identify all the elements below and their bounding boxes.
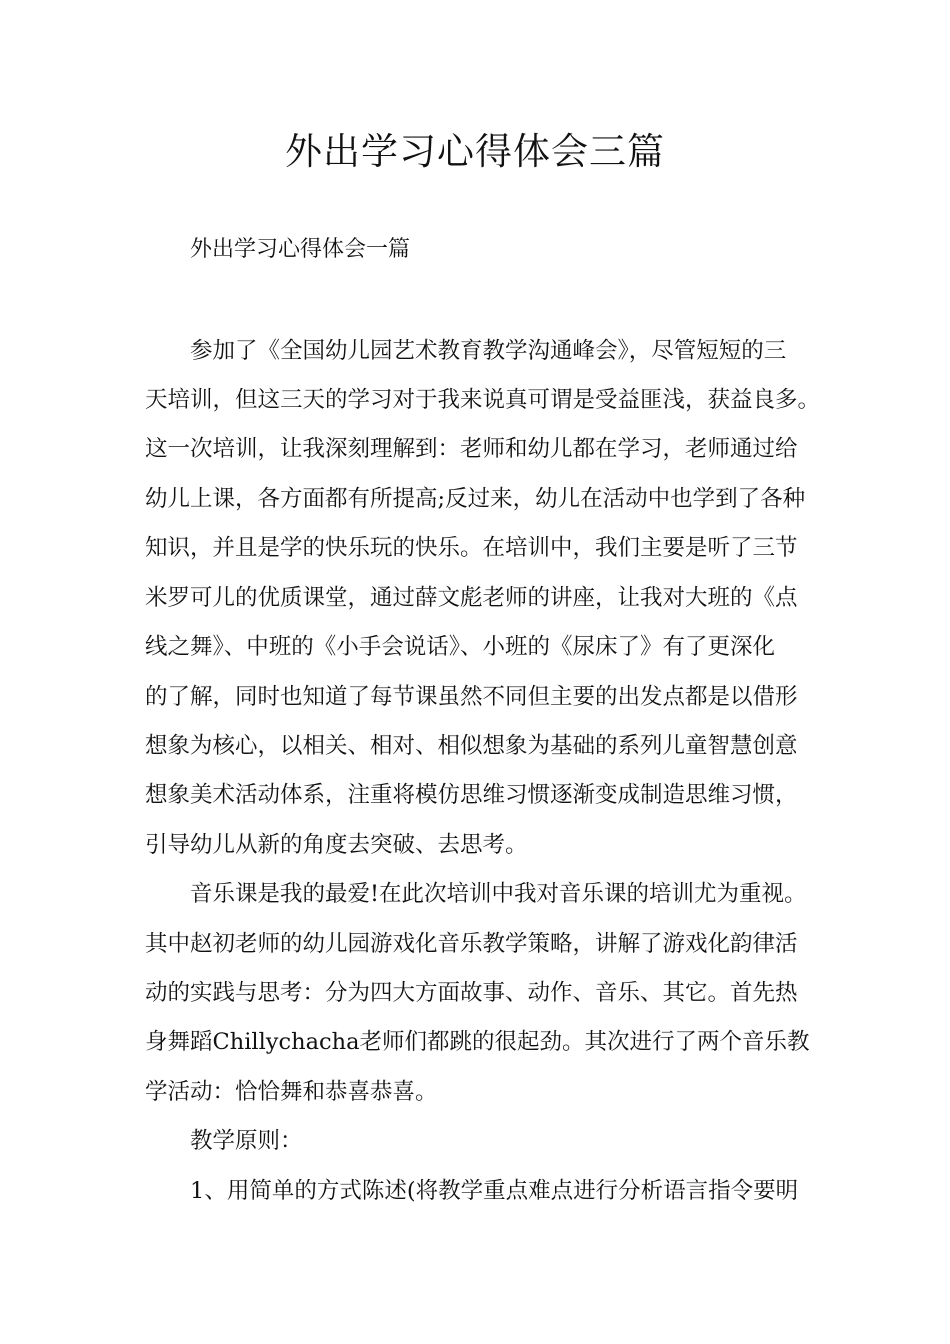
document-title: 外出学习心得体会三篇 bbox=[285, 130, 665, 173]
paragraph-line: 参加了《全国幼儿园艺术教育教学沟通峰会》，尽管短短的三 bbox=[190, 338, 787, 364]
paragraph-line: 米罗可儿的优质课堂，通过薛文彪老师的讲座，让我对大班的《点 bbox=[145, 585, 798, 611]
paragraph-line: 天培训，但这三天的学习对于我来说真可谓是受益匪浅，获益良多。 bbox=[145, 387, 821, 413]
paragraph-line: 引导幼儿从新的角度去突破、去思考。 bbox=[145, 832, 528, 858]
paragraph-line: 想象为核心，以相关、相对、相似想象为基础的系列儿童智慧创意 bbox=[145, 733, 798, 759]
section-heading: 教学原则： bbox=[190, 1128, 303, 1154]
paragraph-line: 音乐课是我的最爱!在此次培训中我对音乐课的培训尤为重视。 bbox=[190, 881, 807, 907]
paragraph-line: 1、用简单的方式陈述(将教学重点难点进行分析语言指令要明 bbox=[190, 1178, 799, 1204]
paragraph-line: 其中赵初老师的幼儿园游戏化音乐教学策略，讲解了游戏化韵律活 bbox=[145, 931, 798, 957]
paragraph-line: 的了解，同时也知道了每节课虽然不同但主要的出发点都是以借形 bbox=[145, 684, 798, 710]
paragraph-line: 这一次培训，让我深刻理解到：老师和幼儿都在学习，老师通过给 bbox=[145, 436, 798, 462]
paragraph-line: 幼儿上课，各方面都有所提高;反过来，幼儿在活动中也学到了各种 bbox=[145, 486, 806, 512]
paragraph-line: 身舞蹈Chillychacha老师们都跳的很起劲。其次进行了两个音乐教 bbox=[145, 1029, 810, 1055]
paragraph-line: 想象美术活动体系，注重将模仿思维习惯逐渐变成制造思维习惯， bbox=[145, 782, 798, 808]
paragraph-line: 线之舞》、中班的《小手会说话》、小班的《尿床了》有了更深化 bbox=[145, 634, 776, 660]
paragraph-line: 知识，并且是学的快乐玩的快乐。在培训中，我们主要是听了三节 bbox=[145, 535, 798, 561]
paragraph-line: 动的实践与思考：分为四大方面故事、动作、音乐、其它。首先热 bbox=[145, 980, 798, 1006]
paragraph-line: 学活动：恰恰舞和恭喜恭喜。 bbox=[145, 1079, 438, 1105]
section-subtitle: 外出学习心得体会一篇 bbox=[190, 237, 411, 262]
